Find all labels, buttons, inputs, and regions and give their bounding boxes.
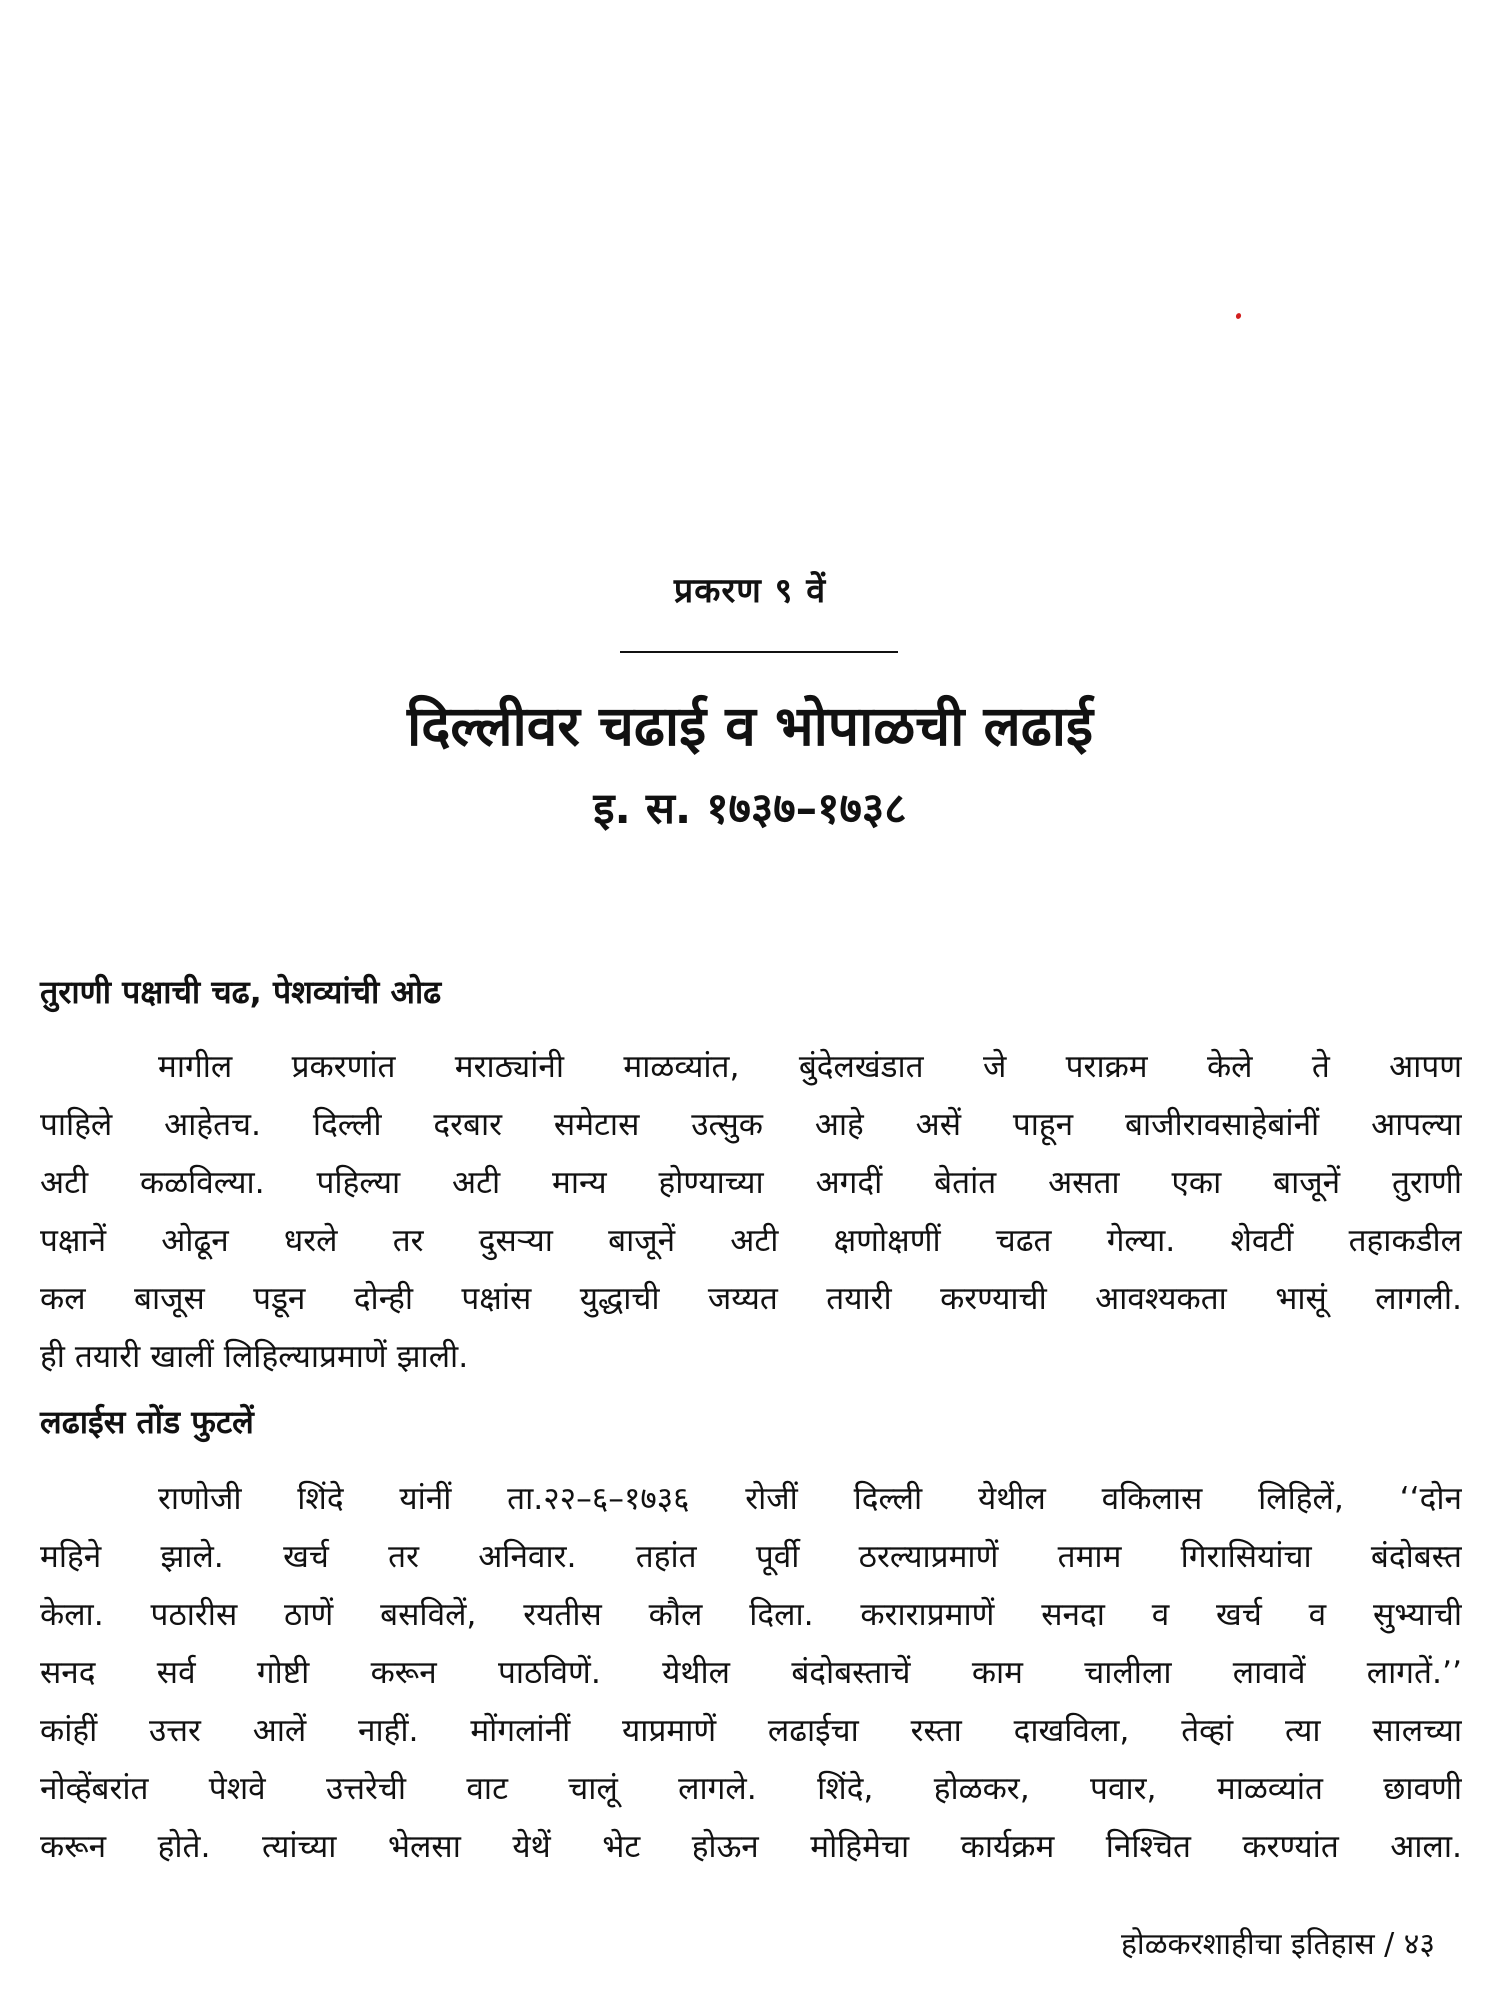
page-footer: होळकरशाहीचा इतिहास / ४३ <box>1121 1927 1435 1962</box>
paragraph-line: कांहीं उत्तर आलें नाहीं. मोंगलांनीं याप्रमाणें लढाईचा रस्ता दाखविला, तेव्हां त्या सालच्या <box>40 1713 1462 1749</box>
section-body-2 <box>40 1470 1462 1876</box>
paragraph-line: मागील प्रकरणांत मराठ्यांनी माळव्यांत, बुंदेलखंडात जे पराक्रम केले ते आपण <box>158 1049 1462 1085</box>
red-ink-mark <box>1235 312 1242 320</box>
chapter-years: इ. स. १७३७–१७३८ <box>593 784 907 834</box>
paragraph-line: ही तयारी खालीं लिहिल्याप्रमाणें झाली. <box>40 1339 469 1375</box>
paragraph-line: पाहिले आहेतच. दिल्ली दरबार समेटास उत्सुक आहे असें पाहून बाजीरावसाहेबांनीं आपल्या <box>40 1107 1462 1143</box>
paragraph-line: सनद सर्व गोष्टी करून पाठविणें. येथील बंदोबस्ताचें काम चालीला लावावें लागतें.’’ <box>40 1655 1462 1691</box>
chapter-title: दिल्लीवर चढाई व भोपाळची लढाई <box>406 694 1094 758</box>
chapter-divider <box>620 651 898 653</box>
chapter-number: प्रकरण ९ वें <box>673 571 827 611</box>
section-heading-1: तुराणी पक्षाची चढ, पेशव्यांची ओढ <box>40 973 442 1011</box>
section-heading-2: लढाईस तोंड फुटलें <box>40 1403 254 1441</box>
paragraph-line: अटी कळविल्या. पहिल्या अटी मान्य होण्याच्या अगदीं बेतांत असता एका बाजूनें तुराणी <box>40 1165 1462 1201</box>
paragraph-line: कल बाजूस पडून दोन्ही पक्षांस युद्धाची जय्यत तयारी करण्याची आवश्यकता भासूं लागली. <box>40 1281 1462 1317</box>
paragraph-line: नोव्हेंबरांत पेशवे उत्तरेची वाट चालूं लागले. शिंदे, होळकर, पवार, माळव्यांत छावणी <box>40 1771 1462 1807</box>
paragraph-line: राणोजी शिंदे यांनीं ता.२२–६–१७३६ रोजीं दिल्ली येथील वकिलास लिहिलें, ‘‘दोन <box>158 1481 1462 1517</box>
paragraph-line: केला. पठारीस ठाणें बसविलें, रयतीस कौल दिला. कराराप्रमाणें सनदा व खर्च व सुभ्याची <box>40 1597 1462 1633</box>
section-body-1 <box>40 1038 1462 1386</box>
paragraph-line: महिने झाले. खर्च तर अनिवार. तहांत पूर्वी ठरल्याप्रमाणें तमाम गिरासियांचा बंदोबस्त <box>40 1539 1462 1575</box>
paragraph-line: पक्षानें ओढून धरले तर दुसऱ्या बाजूनें अटी क्षणोक्षणीं चढत गेल्या. शेवटीं तहाकडील <box>40 1223 1462 1259</box>
paragraph-line: करून होते. त्यांच्या भेलसा येथें भेट होऊन मोहिमेचा कार्यक्रम निश्चित करण्यांत आला. <box>40 1829 1462 1865</box>
